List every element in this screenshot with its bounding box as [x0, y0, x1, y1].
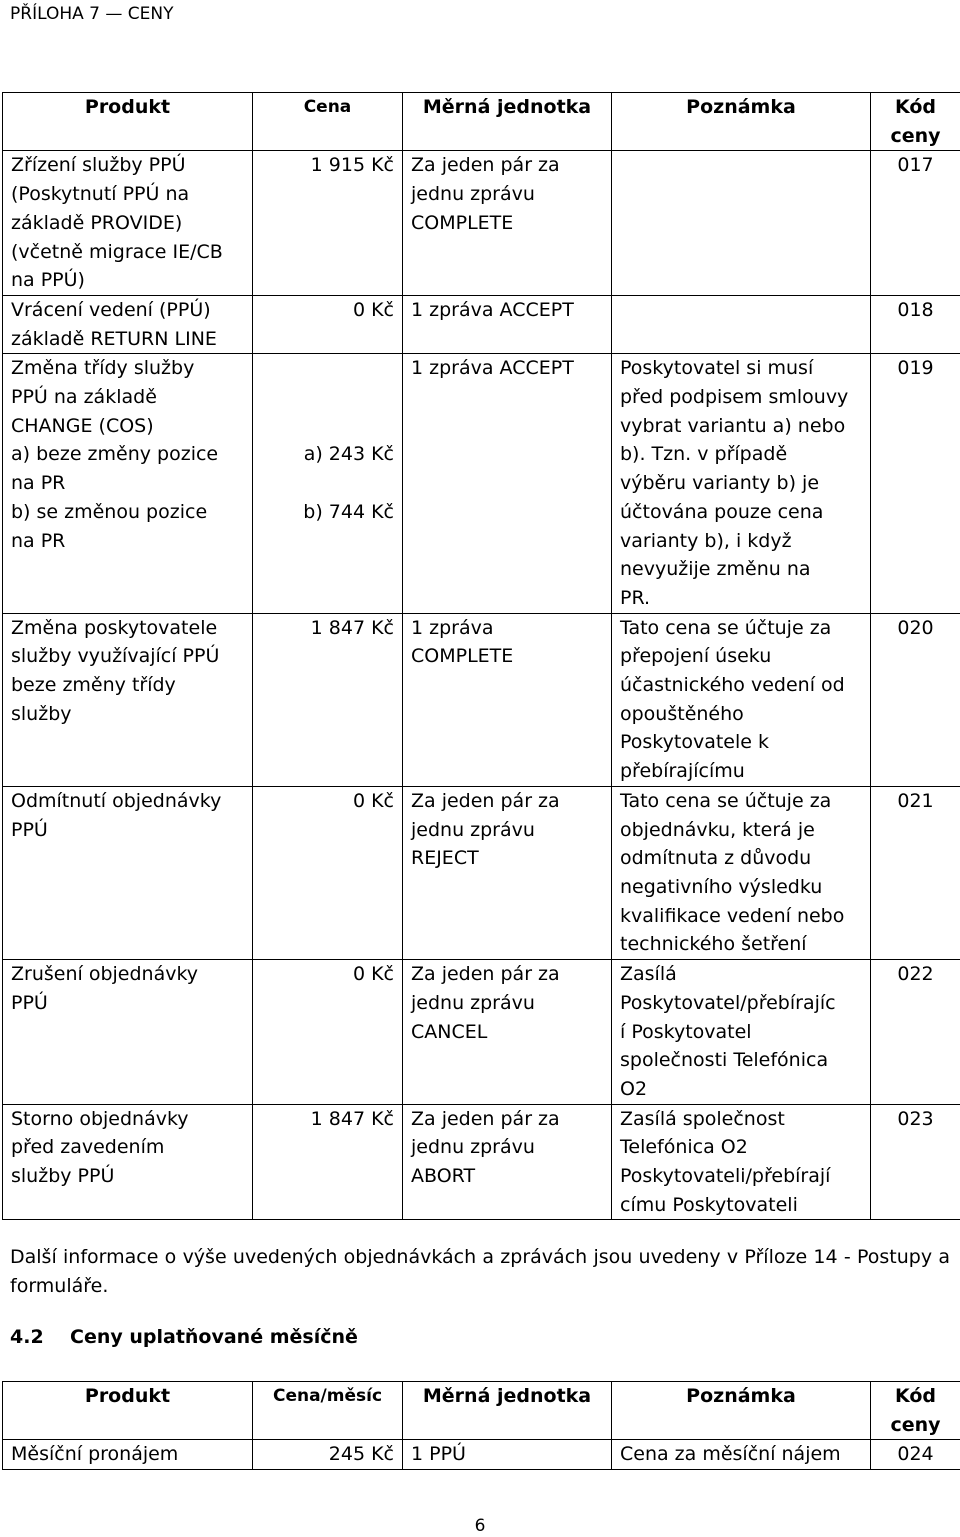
cell-line: jednu zprávu: [411, 183, 535, 206]
cell-unit: [403, 1104, 612, 1220]
cell-line: služby využívající PPÚ: [11, 645, 220, 668]
cell-line: jednu zprávu: [411, 818, 535, 841]
cell-line: [261, 383, 394, 412]
cell-line: COMPLETE: [411, 645, 514, 668]
monthly-prices-table: [2, 1381, 960, 1470]
cell-line: 1 915 Kč: [310, 154, 394, 177]
cell-line: címu Poskytovateli: [620, 1193, 798, 1216]
cell-product: [3, 151, 253, 296]
cell-line: Změna poskytovatele: [11, 616, 218, 639]
table-row: [3, 295, 960, 353]
cell-line: a) 243 Kč: [303, 443, 394, 466]
table-row: [3, 1104, 960, 1220]
table-row: [3, 1440, 960, 1470]
cell-line: PPÚ na základě: [11, 386, 157, 409]
cell-line: b) se změnou pozice: [11, 500, 208, 523]
cell-line: výběru varianty b) je: [620, 472, 820, 495]
cell-line: Tato cena se účtuje za: [620, 616, 832, 639]
cell-product: [3, 1104, 253, 1220]
cell-line: Zrušení objednávky: [11, 963, 199, 986]
cell-line: základě PROVIDE): [11, 211, 183, 234]
cell-product: Měsíční pronájem: [3, 1440, 253, 1470]
cell-line: na PR: [11, 529, 66, 552]
cell-product: [3, 295, 253, 353]
cell-line: [261, 412, 394, 441]
table-row: [3, 354, 960, 613]
page-number: 6: [474, 1516, 486, 1536]
cell-line: technického šetření: [620, 933, 807, 956]
cell-note: [612, 960, 871, 1105]
cell-line: Za jeden pár za: [411, 963, 560, 986]
cell-line: 1 847 Kč: [310, 616, 394, 639]
cell-line: a) beze změny pozice: [11, 443, 219, 466]
cell-line: Poskytovateli/přebírají: [620, 1165, 831, 1188]
cell-line: Zasílá: [620, 963, 677, 986]
table-row: [3, 151, 960, 296]
cell-line: CANCEL: [411, 1020, 488, 1043]
cell-unit: 1 PPÚ: [403, 1440, 612, 1470]
header-product: Produkt: [3, 1382, 253, 1440]
cell-price: [253, 354, 403, 613]
cell-price: [253, 295, 403, 353]
cell-line: kvalifikace vedení nebo: [620, 904, 845, 927]
section-heading: [10, 1326, 358, 1348]
cell-price: [253, 786, 403, 959]
cell-line: í Poskytovatel: [620, 1020, 752, 1043]
header-unit: Měrná jednotka: [403, 93, 612, 151]
cell-line: CHANGE (COS): [11, 414, 154, 437]
cell-code: 020: [871, 613, 960, 786]
cell-unit: [403, 354, 612, 613]
cell-line: 1 zpráva ACCEPT: [411, 357, 574, 380]
cell-line: nevyužije změnu na: [620, 558, 811, 581]
cell-line: Změna třídy služby: [11, 357, 195, 380]
cell-line: PPÚ: [11, 818, 48, 841]
cell-line: Za jeden pár za: [411, 789, 560, 812]
cell-line: před podpisem smlouvy: [620, 386, 849, 409]
cell-line: služby: [11, 702, 72, 725]
cell-line: účtována pouze cena: [620, 500, 824, 523]
cell-product: [3, 613, 253, 786]
header-price: Cena/měsíc: [253, 1382, 403, 1440]
cell-line: 0 Kč: [352, 789, 394, 812]
cell-line: vybrat variantu a) nebo: [620, 414, 846, 437]
cell-line: 1 zpráva: [411, 616, 494, 639]
cell-product: [3, 786, 253, 959]
cell-line: společnosti Telefónica: [620, 1049, 829, 1072]
table-row: [3, 613, 960, 786]
header-price: Cena: [253, 93, 403, 151]
cell-line: 1 847 Kč: [310, 1107, 394, 1130]
cell-line: opouštěného: [620, 702, 744, 725]
cell-unit: [403, 786, 612, 959]
cell-note: Cena za měsíční nájem: [612, 1440, 871, 1470]
cell-note: [612, 151, 871, 296]
cell-line: [261, 354, 394, 383]
cell-unit: [403, 960, 612, 1105]
header-unit: Měrná jednotka: [403, 1382, 612, 1440]
cell-line: Zasílá společnost: [620, 1107, 785, 1130]
header-note: Poznámka: [612, 93, 871, 151]
cell-line: [261, 469, 394, 498]
cell-note: [612, 295, 871, 353]
header-product: Produkt: [3, 93, 253, 151]
cell-line: Za jeden pár za: [411, 154, 560, 177]
cell-line: Telefónica O2: [620, 1136, 748, 1159]
table-header-row: [3, 1382, 960, 1440]
cell-line: přebírajícímu: [620, 760, 745, 783]
cell-note: [612, 354, 871, 613]
cell-line: varianty b), i když: [620, 529, 792, 552]
header-note: Poznámka: [612, 1382, 871, 1440]
cell-price: 245 Kč: [253, 1440, 403, 1470]
cell-line: přepojení úseku: [620, 645, 772, 668]
cell-line: (včetně migrace IE/CB: [11, 240, 223, 263]
cell-line: před zavedením: [11, 1136, 165, 1159]
cell-price: [253, 613, 403, 786]
cell-code: 021: [871, 786, 960, 959]
header-code: Kód ceny: [871, 93, 960, 151]
cell-line: 0 Kč: [352, 298, 394, 321]
header-code: Kód ceny: [871, 1382, 960, 1440]
cell-line: COMPLETE: [411, 211, 514, 234]
cell-line: beze změny třídy: [11, 674, 176, 697]
cell-line: jednu zprávu: [411, 991, 535, 1014]
section-title: Ceny uplatňované měsíčně: [70, 1326, 358, 1348]
cell-line: Poskytovatel/přebírajíc: [620, 991, 836, 1014]
cell-note: [612, 786, 871, 959]
info-paragraph: Další informace o výše uvedených objednávkách a zprávách jsou uvedeny v Příloze 14 - Postupy a formuláře.: [10, 1246, 950, 1297]
cell-line: na PR: [11, 472, 66, 495]
table-row: [3, 786, 960, 959]
cell-note: [612, 613, 871, 786]
cell-line: objednávku, která je: [620, 818, 815, 841]
cell-line: základě RETURN LINE: [11, 327, 217, 350]
cell-line: účastnického vedení od: [620, 674, 845, 697]
cell-unit: [403, 295, 612, 353]
table-header-row: [3, 93, 960, 151]
cell-line: PPÚ: [11, 991, 48, 1014]
cell-code: 024: [871, 1440, 960, 1470]
cell-product: [3, 354, 253, 613]
one-time-prices-table: [2, 92, 960, 1220]
cell-code: 017: [871, 151, 960, 296]
cell-line: negativního výsledku: [620, 875, 823, 898]
cell-line: Tato cena se účtuje za: [620, 789, 832, 812]
cell-line: Odmítnutí objednávky: [11, 789, 222, 812]
cell-line: (Poskytnutí PPÚ na: [11, 183, 190, 206]
table-row: [3, 960, 960, 1105]
cell-price: [253, 1104, 403, 1220]
cell-line: odmítnuta z důvodu: [620, 847, 812, 870]
cell-line: b) 744 Kč: [303, 500, 394, 523]
cell-note: [612, 1104, 871, 1220]
cell-line: na PPÚ): [11, 269, 85, 292]
cell-line: 1 zpráva ACCEPT: [411, 298, 574, 321]
cell-product: [3, 960, 253, 1105]
section-number: 4.2: [10, 1326, 44, 1348]
cell-price: [253, 151, 403, 296]
cell-line: 0 Kč: [352, 963, 394, 986]
cell-code: 022: [871, 960, 960, 1105]
cell-line: REJECT: [411, 847, 479, 870]
cell-unit: [403, 613, 612, 786]
cell-code: 023: [871, 1104, 960, 1220]
cell-line: Poskytovatel si musí: [620, 357, 814, 380]
cell-line: b). Tzn. v případě: [620, 443, 788, 466]
cell-line: Poskytovatele k: [620, 731, 769, 754]
cell-line: Zřízení služby PPÚ: [11, 154, 186, 177]
cell-line: O2: [620, 1077, 648, 1100]
cell-code: 018: [871, 295, 960, 353]
cell-line: služby PPÚ: [11, 1165, 115, 1188]
cell-unit: [403, 151, 612, 296]
cell-line: Za jeden pár za: [411, 1107, 560, 1130]
cell-price: [253, 960, 403, 1105]
page-header: PŘÍLOHA 7 — CENY: [10, 4, 174, 24]
cell-line: ABORT: [411, 1165, 476, 1188]
cell-line: Vrácení vedení (PPÚ): [11, 298, 211, 321]
cell-line: PR.: [620, 586, 651, 609]
cell-line: jednu zprávu: [411, 1136, 535, 1159]
cell-line: Storno objednávky: [11, 1107, 189, 1130]
cell-code: 019: [871, 354, 960, 613]
